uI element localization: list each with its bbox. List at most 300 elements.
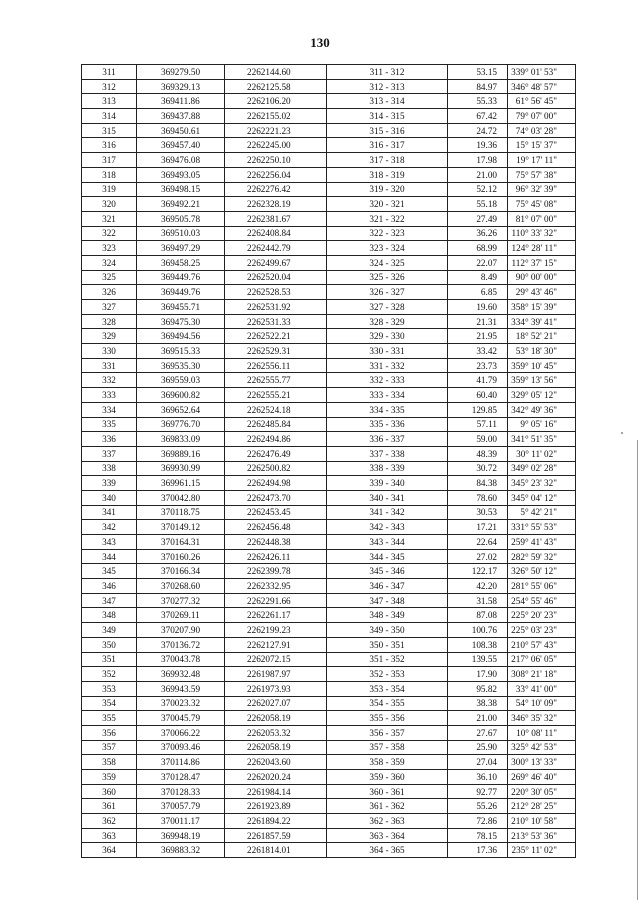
distance-cell: 22.64 (448, 535, 508, 550)
x-coordinate-cell: 370011.17 (137, 814, 225, 829)
table-row (82, 65, 576, 80)
segment-cell: 324 - 325 (327, 255, 448, 270)
segment-cell: 315 - 316 (327, 123, 448, 138)
segment-cell: 335 - 336 (327, 417, 448, 432)
x-coordinate-cell: 370114.86 (137, 755, 225, 770)
x-coordinate-cell: 370093.46 (137, 740, 225, 755)
bearing-cell: 110° 33' 32" (508, 226, 576, 241)
segment-cell: 352 - 353 (327, 667, 448, 682)
y-coordinate-cell: 2262261.17 (225, 608, 327, 623)
point-id-cell: 324 (82, 255, 137, 270)
point-id-cell: 362 (82, 814, 137, 829)
x-coordinate-cell: 369455.71 (137, 300, 225, 315)
distance-cell: 19.36 (448, 138, 508, 153)
table-row (82, 784, 576, 799)
table-row (82, 344, 576, 359)
segment-cell: 330 - 331 (327, 344, 448, 359)
segment-cell: 313 - 314 (327, 94, 448, 109)
point-id-cell: 344 (82, 549, 137, 564)
table-row (82, 241, 576, 256)
segment-cell: 345 - 346 (327, 564, 448, 579)
point-id-cell: 317 (82, 153, 137, 168)
distance-cell: 25.90 (448, 740, 508, 755)
x-coordinate-cell: 370166.34 (137, 564, 225, 579)
x-coordinate-cell: 370128.33 (137, 784, 225, 799)
segment-cell: 361 - 362 (327, 799, 448, 814)
point-id-cell: 321 (82, 211, 137, 226)
y-coordinate-cell: 2262499.67 (225, 255, 327, 270)
distance-cell: 108.38 (448, 637, 508, 652)
table-row (82, 446, 576, 461)
table-row (82, 725, 576, 740)
segment-cell: 322 - 323 (327, 226, 448, 241)
x-coordinate-cell: 369476.08 (137, 153, 225, 168)
x-coordinate-cell: 369515.33 (137, 344, 225, 359)
y-coordinate-cell: 2262556.11 (225, 358, 327, 373)
x-coordinate-cell: 369559.03 (137, 373, 225, 388)
distance-cell: 129.85 (448, 402, 508, 417)
table-row (82, 564, 576, 579)
x-coordinate-cell: 370023.32 (137, 696, 225, 711)
y-coordinate-cell: 2262494.86 (225, 432, 327, 447)
segment-cell: 349 - 350 (327, 623, 448, 638)
table-row (82, 843, 576, 858)
bearing-cell: 300° 13' 33" (508, 755, 576, 770)
segment-cell: 312 - 313 (327, 79, 448, 94)
y-coordinate-cell: 2262155.02 (225, 109, 327, 124)
distance-cell: 33.42 (448, 344, 508, 359)
segment-cell: 323 - 324 (327, 241, 448, 256)
table-row (82, 579, 576, 594)
point-id-cell: 311 (82, 65, 137, 80)
scan-speck (621, 432, 623, 434)
x-coordinate-cell: 369493.05 (137, 167, 225, 182)
x-coordinate-cell: 370043.78 (137, 652, 225, 667)
x-coordinate-cell: 369948.19 (137, 828, 225, 843)
segment-cell: 318 - 319 (327, 167, 448, 182)
segment-cell: 358 - 359 (327, 755, 448, 770)
table-row (82, 417, 576, 432)
point-id-cell: 347 (82, 593, 137, 608)
y-coordinate-cell: 2262555.21 (225, 388, 327, 403)
point-id-cell: 350 (82, 637, 137, 652)
bearing-cell: 326° 50' 12" (508, 564, 576, 579)
distance-cell: 17.90 (448, 667, 508, 682)
point-id-cell: 326 (82, 285, 137, 300)
table-row (82, 505, 576, 520)
segment-cell: 348 - 349 (327, 608, 448, 623)
bearing-cell: 79° 07' 00" (508, 109, 576, 124)
bearing-cell: 5° 42' 21" (508, 505, 576, 520)
y-coordinate-cell: 2262332.95 (225, 579, 327, 594)
bearing-cell: 346° 48' 57" (508, 79, 576, 94)
bearing-cell: 308° 21' 18" (508, 667, 576, 682)
bearing-cell: 345° 23' 32" (508, 476, 576, 491)
distance-cell: 27.67 (448, 725, 508, 740)
x-coordinate-cell: 370066.22 (137, 725, 225, 740)
table-row (82, 740, 576, 755)
distance-cell: 8.49 (448, 270, 508, 285)
segment-cell: 320 - 321 (327, 197, 448, 212)
distance-cell: 23.73 (448, 358, 508, 373)
bearing-cell: 19° 17' 11" (508, 153, 576, 168)
segment-cell: 314 - 315 (327, 109, 448, 124)
segment-cell: 325 - 326 (327, 270, 448, 285)
scan-edge-line (637, 440, 638, 900)
segment-cell: 316 - 317 (327, 138, 448, 153)
segment-cell: 329 - 330 (327, 329, 448, 344)
point-id-cell: 342 (82, 520, 137, 535)
distance-cell: 55.33 (448, 94, 508, 109)
bearing-cell: 212° 28' 25" (508, 799, 576, 814)
table-row (82, 593, 576, 608)
distance-cell: 57.11 (448, 417, 508, 432)
bearing-cell: 15° 15' 37" (508, 138, 576, 153)
bearing-cell: 341° 51' 35" (508, 432, 576, 447)
y-coordinate-cell: 2262291.66 (225, 593, 327, 608)
y-coordinate-cell: 2262426.11 (225, 549, 327, 564)
y-coordinate-cell: 2262442.79 (225, 241, 327, 256)
y-coordinate-cell: 2262399.78 (225, 564, 327, 579)
y-coordinate-cell: 2261923.89 (225, 799, 327, 814)
x-coordinate-cell: 369932.48 (137, 667, 225, 682)
segment-cell: 326 - 327 (327, 285, 448, 300)
distance-cell: 21.31 (448, 314, 508, 329)
point-id-cell: 336 (82, 432, 137, 447)
distance-cell: 41.79 (448, 373, 508, 388)
y-coordinate-cell: 2262106.20 (225, 94, 327, 109)
point-id-cell: 319 (82, 182, 137, 197)
bearing-cell: 81° 07' 00" (508, 211, 576, 226)
y-coordinate-cell: 2261814.01 (225, 843, 327, 858)
x-coordinate-cell: 369329.13 (137, 79, 225, 94)
bearing-cell: 346° 35' 32" (508, 711, 576, 726)
point-id-cell: 341 (82, 505, 137, 520)
coordinate-table (81, 64, 576, 858)
distance-cell: 17.98 (448, 153, 508, 168)
y-coordinate-cell: 2262555.77 (225, 373, 327, 388)
bearing-cell: 225° 03' 23" (508, 623, 576, 638)
segment-cell: 363 - 364 (327, 828, 448, 843)
y-coordinate-cell: 2262020.24 (225, 770, 327, 785)
y-coordinate-cell: 2262250.10 (225, 153, 327, 168)
y-coordinate-cell: 2262524.18 (225, 402, 327, 417)
x-coordinate-cell: 369457.40 (137, 138, 225, 153)
y-coordinate-cell: 2262408.84 (225, 226, 327, 241)
y-coordinate-cell: 2262520.04 (225, 270, 327, 285)
segment-cell: 334 - 335 (327, 402, 448, 417)
x-coordinate-cell: 370269.11 (137, 608, 225, 623)
point-id-cell: 322 (82, 226, 137, 241)
distance-cell: 60.40 (448, 388, 508, 403)
segment-cell: 319 - 320 (327, 182, 448, 197)
x-coordinate-cell: 369437.88 (137, 109, 225, 124)
segment-cell: 357 - 358 (327, 740, 448, 755)
point-id-cell: 323 (82, 241, 137, 256)
bearing-cell: 96° 32' 39" (508, 182, 576, 197)
table-row (82, 681, 576, 696)
y-coordinate-cell: 2262528.53 (225, 285, 327, 300)
table-row (82, 167, 576, 182)
table-row (82, 109, 576, 124)
point-id-cell: 339 (82, 476, 137, 491)
segment-cell: 317 - 318 (327, 153, 448, 168)
table-row (82, 623, 576, 638)
bearing-cell: 9° 05' 16" (508, 417, 576, 432)
distance-cell: 27.04 (448, 755, 508, 770)
bearing-cell: 235° 11' 02" (508, 843, 576, 858)
point-id-cell: 334 (82, 402, 137, 417)
table-row (82, 314, 576, 329)
segment-cell: 346 - 347 (327, 579, 448, 594)
table-row (82, 358, 576, 373)
table-row (82, 461, 576, 476)
y-coordinate-cell: 2261973.93 (225, 681, 327, 696)
y-coordinate-cell: 2262494.98 (225, 476, 327, 491)
point-id-cell: 363 (82, 828, 137, 843)
distance-cell: 67.42 (448, 109, 508, 124)
y-coordinate-cell: 2262328.19 (225, 197, 327, 212)
table-row (82, 182, 576, 197)
y-coordinate-cell: 2262043.60 (225, 755, 327, 770)
segment-cell: 341 - 342 (327, 505, 448, 520)
distance-cell: 78.15 (448, 828, 508, 843)
x-coordinate-cell: 369776.70 (137, 417, 225, 432)
segment-cell: 344 - 345 (327, 549, 448, 564)
point-id-cell: 328 (82, 314, 137, 329)
table-row (82, 549, 576, 564)
x-coordinate-cell: 369449.76 (137, 285, 225, 300)
point-id-cell: 353 (82, 681, 137, 696)
bearing-cell: 339° 01' 53" (508, 65, 576, 80)
segment-cell: 350 - 351 (327, 637, 448, 652)
point-id-cell: 357 (82, 740, 137, 755)
distance-cell: 19.60 (448, 300, 508, 315)
y-coordinate-cell: 2261987.97 (225, 667, 327, 682)
x-coordinate-cell: 369279.50 (137, 65, 225, 80)
bearing-cell: 124° 28' 11" (508, 241, 576, 256)
x-coordinate-cell: 370128.47 (137, 770, 225, 785)
bearing-cell: 30° 11' 02" (508, 446, 576, 461)
point-id-cell: 343 (82, 535, 137, 550)
segment-cell: 356 - 357 (327, 725, 448, 740)
table-row (82, 814, 576, 829)
bearing-cell: 254° 55' 46" (508, 593, 576, 608)
point-id-cell: 359 (82, 770, 137, 785)
bearing-cell: 75° 45' 08" (508, 197, 576, 212)
distance-cell: 53.15 (448, 65, 508, 80)
x-coordinate-cell: 369889.16 (137, 446, 225, 461)
distance-cell: 30.72 (448, 461, 508, 476)
bearing-cell: 33° 41' 00" (508, 681, 576, 696)
bearing-cell: 61° 56' 45" (508, 94, 576, 109)
bearing-cell: 331° 55' 53" (508, 520, 576, 535)
x-coordinate-cell: 369449.76 (137, 270, 225, 285)
table-row (82, 138, 576, 153)
segment-cell: 336 - 337 (327, 432, 448, 447)
bearing-cell: 349° 02' 28" (508, 461, 576, 476)
table-row (82, 828, 576, 843)
y-coordinate-cell: 2262500.82 (225, 461, 327, 476)
point-id-cell: 329 (82, 329, 137, 344)
distance-cell: 36.10 (448, 770, 508, 785)
x-coordinate-cell: 370136.72 (137, 637, 225, 652)
bearing-cell: 259° 41' 43" (508, 535, 576, 550)
table-row (82, 329, 576, 344)
bearing-cell: 358° 15' 39" (508, 300, 576, 315)
distance-cell: 84.97 (448, 79, 508, 94)
point-id-cell: 361 (82, 799, 137, 814)
x-coordinate-cell: 369600.82 (137, 388, 225, 403)
bearing-cell: 10° 08' 11" (508, 725, 576, 740)
point-id-cell: 340 (82, 490, 137, 505)
x-coordinate-cell: 369943.59 (137, 681, 225, 696)
y-coordinate-cell: 2262058.19 (225, 740, 327, 755)
y-coordinate-cell: 2262531.92 (225, 300, 327, 315)
segment-cell: 339 - 340 (327, 476, 448, 491)
segment-cell: 311 - 312 (327, 65, 448, 80)
bearing-cell: 334° 39' 41" (508, 314, 576, 329)
point-id-cell: 315 (82, 123, 137, 138)
y-coordinate-cell: 2262476.49 (225, 446, 327, 461)
y-coordinate-cell: 2262199.23 (225, 623, 327, 638)
y-coordinate-cell: 2262053.32 (225, 725, 327, 740)
bearing-cell: 359° 10' 45" (508, 358, 576, 373)
x-coordinate-cell: 370164.31 (137, 535, 225, 550)
distance-cell: 55.26 (448, 799, 508, 814)
x-coordinate-cell: 370149.12 (137, 520, 225, 535)
segment-cell: 342 - 343 (327, 520, 448, 535)
table-row (82, 153, 576, 168)
x-coordinate-cell: 369930.99 (137, 461, 225, 476)
x-coordinate-cell: 369458.25 (137, 255, 225, 270)
bearing-cell: 281° 55' 06" (508, 579, 576, 594)
x-coordinate-cell: 370268.60 (137, 579, 225, 594)
point-id-cell: 355 (82, 711, 137, 726)
y-coordinate-cell: 2262127.91 (225, 637, 327, 652)
x-coordinate-cell: 369535.30 (137, 358, 225, 373)
distance-cell: 78.60 (448, 490, 508, 505)
bearing-cell: 220° 30' 05" (508, 784, 576, 799)
point-id-cell: 325 (82, 270, 137, 285)
y-coordinate-cell: 2262221.23 (225, 123, 327, 138)
x-coordinate-cell: 369833.09 (137, 432, 225, 447)
distance-cell: 48.39 (448, 446, 508, 461)
distance-cell: 27.02 (448, 549, 508, 564)
y-coordinate-cell: 2262522.21 (225, 329, 327, 344)
table-row (82, 300, 576, 315)
point-id-cell: 332 (82, 373, 137, 388)
point-id-cell: 345 (82, 564, 137, 579)
point-id-cell: 314 (82, 109, 137, 124)
x-coordinate-cell: 369961.15 (137, 476, 225, 491)
table-row (82, 652, 576, 667)
x-coordinate-cell: 369510.03 (137, 226, 225, 241)
segment-cell: 354 - 355 (327, 696, 448, 711)
point-id-cell: 337 (82, 446, 137, 461)
table-row (82, 476, 576, 491)
distance-cell: 72.86 (448, 814, 508, 829)
segment-cell: 321 - 322 (327, 211, 448, 226)
bearing-cell: 359° 13' 56" (508, 373, 576, 388)
distance-cell: 100.76 (448, 623, 508, 638)
table-row (82, 667, 576, 682)
distance-cell: 31.58 (448, 593, 508, 608)
table-row (82, 490, 576, 505)
table-row (82, 637, 576, 652)
distance-cell: 95.82 (448, 681, 508, 696)
bearing-cell: 74° 03' 28" (508, 123, 576, 138)
x-coordinate-cell: 369494.56 (137, 329, 225, 344)
point-id-cell: 318 (82, 167, 137, 182)
distance-cell: 68.99 (448, 241, 508, 256)
page-number: 130 (310, 35, 330, 50)
x-coordinate-cell: 370207.90 (137, 623, 225, 638)
segment-cell: 353 - 354 (327, 681, 448, 696)
segment-cell: 347 - 348 (327, 593, 448, 608)
distance-cell: 38.38 (448, 696, 508, 711)
x-coordinate-cell: 369505.78 (137, 211, 225, 226)
y-coordinate-cell: 2262058.19 (225, 711, 327, 726)
y-coordinate-cell: 2261984.14 (225, 784, 327, 799)
bearing-cell: 210° 10' 58" (508, 814, 576, 829)
y-coordinate-cell: 2262473.70 (225, 490, 327, 505)
point-id-cell: 320 (82, 197, 137, 212)
bearing-cell: 112° 37' 15" (508, 255, 576, 270)
table-row (82, 373, 576, 388)
y-coordinate-cell: 2262256.04 (225, 167, 327, 182)
table-row (82, 226, 576, 241)
segment-cell: 362 - 363 (327, 814, 448, 829)
table-row (82, 94, 576, 109)
coordinate-table-body (82, 65, 576, 858)
y-coordinate-cell: 2262453.45 (225, 505, 327, 520)
distance-cell: 139.55 (448, 652, 508, 667)
distance-cell: 21.00 (448, 711, 508, 726)
segment-cell: 359 - 360 (327, 770, 448, 785)
y-coordinate-cell: 2262456.48 (225, 520, 327, 535)
x-coordinate-cell: 369475.30 (137, 314, 225, 329)
distance-cell: 52.12 (448, 182, 508, 197)
bearing-cell: 225° 20' 23" (508, 608, 576, 623)
x-coordinate-cell: 369492.21 (137, 197, 225, 212)
table-row (82, 255, 576, 270)
x-coordinate-cell: 369652.64 (137, 402, 225, 417)
segment-cell: 360 - 361 (327, 784, 448, 799)
distance-cell: 17.36 (448, 843, 508, 858)
segment-cell: 333 - 334 (327, 388, 448, 403)
x-coordinate-cell: 370277.32 (137, 593, 225, 608)
distance-cell: 59.00 (448, 432, 508, 447)
point-id-cell: 352 (82, 667, 137, 682)
table-row (82, 799, 576, 814)
y-coordinate-cell: 2262448.38 (225, 535, 327, 550)
bearing-cell: 213° 53' 36" (508, 828, 576, 843)
bearing-cell: 90° 00' 00" (508, 270, 576, 285)
y-coordinate-cell: 2262245.00 (225, 138, 327, 153)
point-id-cell: 333 (82, 388, 137, 403)
bearing-cell: 53° 18' 30" (508, 344, 576, 359)
x-coordinate-cell: 370042.80 (137, 490, 225, 505)
point-id-cell: 351 (82, 652, 137, 667)
table-row (82, 211, 576, 226)
segment-cell: 351 - 352 (327, 652, 448, 667)
y-coordinate-cell: 2261857.59 (225, 828, 327, 843)
bearing-cell: 269° 46' 40" (508, 770, 576, 785)
x-coordinate-cell: 370160.26 (137, 549, 225, 564)
bearing-cell: 342° 49' 36" (508, 402, 576, 417)
bearing-cell: 210° 57' 43" (508, 637, 576, 652)
